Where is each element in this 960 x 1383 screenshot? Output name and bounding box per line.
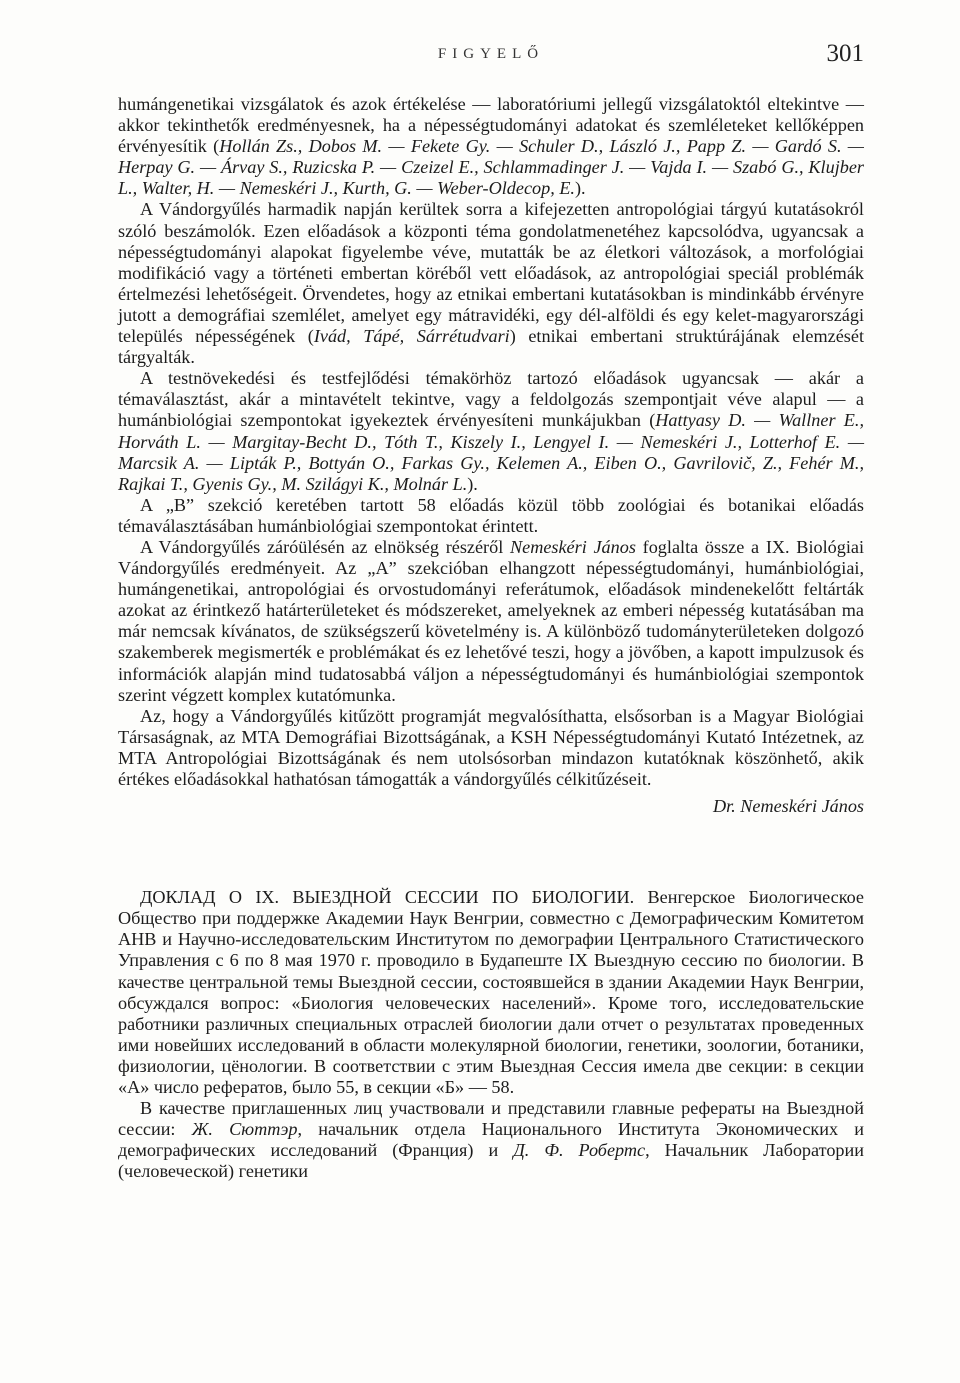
page-header — [118, 38, 864, 74]
text-run: В качестве приглашенных лиц участвовали и представили главные рефераты на Выездной сессии: — [118, 1098, 864, 1140]
text-run: ДОКЛАД О IX. ВЫЕЗДНОЙ СЕССИИ ПО БИОЛОГИИ. Венгерское Биологическое Общество при поддержке Академии Наук Венгрии, совместно с Демографическим Комитетом АНВ и Научно-исследовательским Институтом по демографии Центрального Статистического Управления с 6 по 8 мая 1970 г. проводило в Будапеште IX Выездную сессию по биологии. В качестве центральной темы Выездной сессии, состоявшейся в здании Академии Наук Венгрии, обсуждался вопрос: «Биология человеческих населений». Кроме того, исследовательские работники различных специальных отраслей биологии дали отчет о результатах проведенных ими новейших исследований в области молекулярной биологии, генетики, зоологии, ботаники, физиологии, цёнологии. В соответствии с этим Выездная Сессия имела две секции: в секции «А» число рефератов, было 55, в секции «Б» — 58. — [118, 887, 864, 1098]
italic-text: Hattyasy D. — Wallner E., Horváth L. — Margitay-Becht D., Tóth T., Kiszely I., Lengyel I. — Nemeskéri J., Lotterhof E. — Marcsik A. — Lipták P., Bottyán O., Farkas Gy., Kelemen A., Eiben O., Gavrilovič, Z., Fehér M., Rajkai T., Gyenis Gy., M. Szilágyi K., Molnár L. — [118, 410, 864, 494]
text-run: A Vándorgyűlés záróülésén az elnökség részéről — [140, 536, 510, 557]
section-gap — [118, 817, 864, 887]
paragraph — [118, 537, 864, 706]
italic-text: Hollán Zs., Dobos M. — Fekete Gy. — Schuler D., László J., Papp Z. — Gardó S. — Herpay G. — Árvay S., Ruzicska P. — Czeizel E., Schlammadinger J. — Vajda I. — Szabó G., Klujber L., Walter, H. — Nemeskéri J., Kurth, G. — Weber-Oldecop, E. — [118, 136, 864, 199]
text-run: ). — [574, 178, 586, 199]
paragraph — [118, 199, 864, 368]
text-run: A testnövekedési és testfejlődési témakörhöz tartozó előadások ugyancsak — akár a témaválasztást, akár a mintavételt tekintve, vagy a feldolgozás szempontjait véve alapul — a humánbiológiai szempontokat igyekeztek érvényesíteni munkájukban ( — [118, 368, 864, 431]
text-run: A „B” szekció keretében tartott 58 előadás közül több zoológiai és botanikai előadás témaválasztásában humánbiológiai szempontokat érintett. — [118, 494, 864, 536]
text-run: ). — [467, 473, 478, 494]
paragraph — [118, 94, 864, 199]
italic-text: Ж. Сюттэр — [191, 1119, 298, 1140]
paragraph — [118, 495, 864, 537]
paragraph — [118, 368, 864, 495]
author-signature: Dr. Nemeskéri János — [712, 796, 864, 817]
text-run: humángenetikai vizsgálatok és azok értékelése — laboratóriumi jellegű vizsgálatoktól eltekintve — akkor tekinthetők eredményesnek, ha a népességtudományi adatokat és szemléleteket kellőképpen érvényesítik ( — [118, 94, 864, 157]
italic-text: Д. Ф. Робертс — [513, 1140, 646, 1161]
article-body — [118, 94, 864, 1183]
paragraph — [118, 887, 864, 1098]
paragraph — [118, 706, 864, 790]
italic-text: Ivád, Tápé, Sárrétudvari — [313, 326, 510, 347]
page-number: 301 — [826, 40, 864, 67]
text-run: A Vándorgyűlés harmadik napján kerültek sorra a kifejezetten antropológiai tárgyú kutatásokról szóló beszámolók. Ezen előadások a központi téma gondolatmenetéhez kapcsolódva, ugyancsak a népességtudományi alapokat figyelembe véve, mutatták be az életkori változások, a morfológiai modifikáció vagy a történeti embertan köréből vett előadások, az antropológiai speciál problémák értelmezési lehetőségeit. Örvendetes, hogy az etnikai embertani kutatásokban is mindinkább érvényre jutott a demográfiai szemlélet, amelyet egy mátravidéki, egy dél-alföldi és egy kelet-magyarországi település népességének ( — [118, 199, 864, 347]
text-run: , начальник отдела Национального Института Экономических и демографических исследований (Франция) и — [118, 1119, 864, 1161]
paragraph — [118, 1098, 864, 1182]
text-run: , Начальник Лаборатории (человеческой) генетики — [118, 1140, 864, 1182]
text-run: foglalta össze a IX. Biológiai Vándorgyűlés eredményeit. Az „A” szekcióban elhangzott népességtudományi, humánbiológiai, humángenetikai, antropológiai és orvostudományi referátumok, előadások mindenekelőtt feltárták azokat az érintkező határterületeket és módszereket, amelyeknek az emberi népesség kutatásában ma már nemcsak kívánatos, de szükségszerű követelmény is. A különböző tudományterületeken dolgozó szakemberek megismerték e problémákat és ez lehetővé teszi, hogy a jövőben, a kapott impulzusok és információk alapján mind tudatosabbá váljon a népességtudományi és humánbiológiai szempontok szerint végzett komplex kutatómunka. — [118, 536, 865, 705]
text-run: Az, hogy a Vándorgyűlés kitűzött programját megvalósíthatta, elsősorban is a Magyar Biológiai Társaságnak, az MTA Demográfiai Bizottságának, a KSH Népességtudományi Kutató Intézetnek, az MTA Antropológiai Bizottságának és nem utolsósorban mindazon kutatóknak köszönhető, akik értékes előadásokkal hathatósan támogatták a vándorgyűlés célkitűzéseit. — [118, 705, 864, 789]
running-head: FIGYELŐ — [437, 46, 545, 62]
italic-text: Nemeskéri János — [509, 536, 636, 557]
russian-summary — [118, 887, 864, 1182]
text-run: ) etnikai embertani struktúrájának elemzését tárgyalták. — [118, 326, 864, 368]
